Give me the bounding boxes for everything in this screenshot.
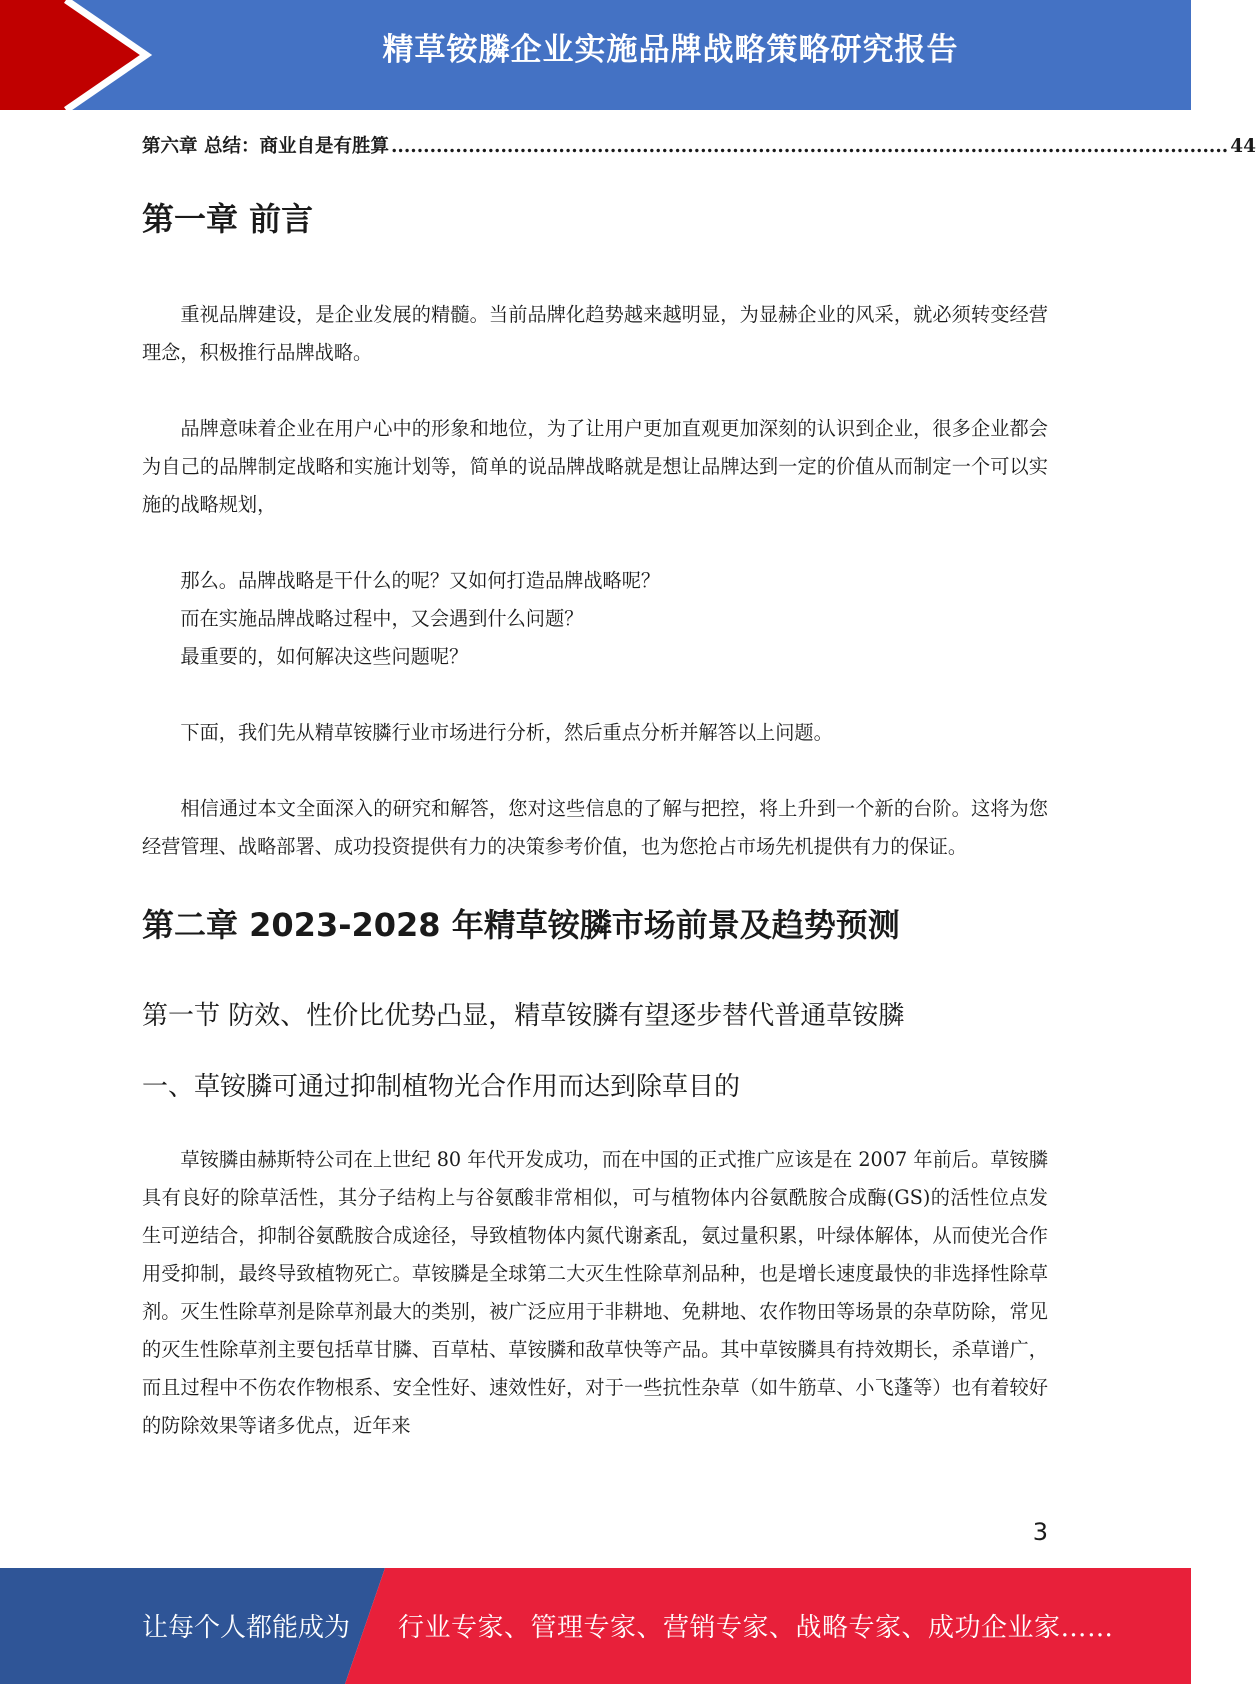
question-line: 而在实施品牌战略过程中，又会遇到什么问题？ xyxy=(180,607,584,631)
footer-banner xyxy=(0,1568,1191,1684)
paragraph: 相信通过本文全面深入的研究和解答，您对这些信息的了解与把控，将上升到一个新的台阶。这将为您经营管理、战略部署、成功投资提供有力的决策参考价值，也为您抢占市场先机提供有力的保证。 xyxy=(142,797,1048,859)
toc-leader-dots: .................................................................................................................................. xyxy=(390,136,1229,157)
toc-entry-page: 44 xyxy=(1230,136,1256,157)
spacer xyxy=(142,676,1048,714)
header-arrow-decoration xyxy=(0,0,160,110)
chapter-2-heading: 第二章 2023-2028 年精草铵膦市场前景及趋势预测 xyxy=(142,906,900,945)
paragraph: 下面，我们先从精草铵膦行业市场进行分析，然后重点分析并解答以上问题。 xyxy=(180,721,833,745)
toc-entry[interactable] xyxy=(142,132,1256,158)
page-number: 3 xyxy=(1032,1518,1048,1546)
header-banner xyxy=(0,0,1191,110)
spacer xyxy=(142,524,1048,562)
spacer xyxy=(142,372,1048,410)
subsection-heading: 一、草铵膦可通过抑制植物光合作用而达到除草目的 xyxy=(142,1071,741,1102)
paragraph: 草铵膦由赫斯特公司在上世纪 80 年代开发成功，而在中国的正式推广应该是在 2007 年前后。草铵膦具有良好的除草活性，其分子结构上与谷氨酸非常相似，可与植物体内谷氨酰胺合成酶(GS)的活性位点发生可逆结合，抑制谷氨酰胺合成途径，导致植物体内氮代谢紊乱，氨过量积累，叶绿体解体，从而使光合作用受抑制，最终导致植物死亡。草铵膦是全球第二大灭生性除草剂品种，也是增长速度最快的非选择性除草剂。灭生性除草剂是除草剂最大的类别，被广泛应用于非耕地、免耕地、农作物田等场景的杂草防除，常见的灭生性除草剂主要包括草甘膦、百草枯、草铵膦和敌草快等产品。其中草铵膦具有持效期长，杀草谱广，而且过程中不伤农作物根系、安全性好、速效性好，对于一些抗性杂草（如牛筋草、小飞蓬等）也有着较好的防除效果等诸多优点，近年来 xyxy=(142,1148,1048,1438)
footer-slogan-right: 行业专家、管理专家、营销专家、战略专家、成功企业家…… xyxy=(398,1613,1114,1643)
chapter-1-heading: 第一章 前言 xyxy=(142,200,314,238)
footer-slogan-left: 让每个人都能成为 xyxy=(142,1613,351,1643)
paragraph: 品牌意味着企业在用户心中的形象和地位，为了让用户更加直观更加深刻的认识到企业，很多企业都会为自己的品牌制定战略和实施计划等，简单的说品牌战略就是想让品牌达到一定的价值从而制定一个可以实施的战略规划， xyxy=(142,417,1048,517)
question-line: 最重要的，如何解决这些问题呢？ xyxy=(180,645,469,669)
spacer xyxy=(142,752,1048,790)
page-content xyxy=(142,110,1256,1445)
question-line: 那么。品牌战略是干什么的呢？又如何打造品牌战略呢？ xyxy=(180,569,661,593)
paragraph: 重视品牌建设，是企业发展的精髓。当前品牌化趋势越来越明显，为显赫企业的风采，就必须转变经营理念，积极推行品牌战略。 xyxy=(142,303,1048,365)
report-title: 精草铵膦企业实施品牌战略策略研究报告 xyxy=(382,32,959,68)
toc-entry-title: 第六章 总结：商业自是有胜算 xyxy=(142,136,389,157)
section-heading: 第一节 防效、性价比优势凸显，精草铵膦有望逐步替代普通草铵膦 xyxy=(142,1000,905,1031)
